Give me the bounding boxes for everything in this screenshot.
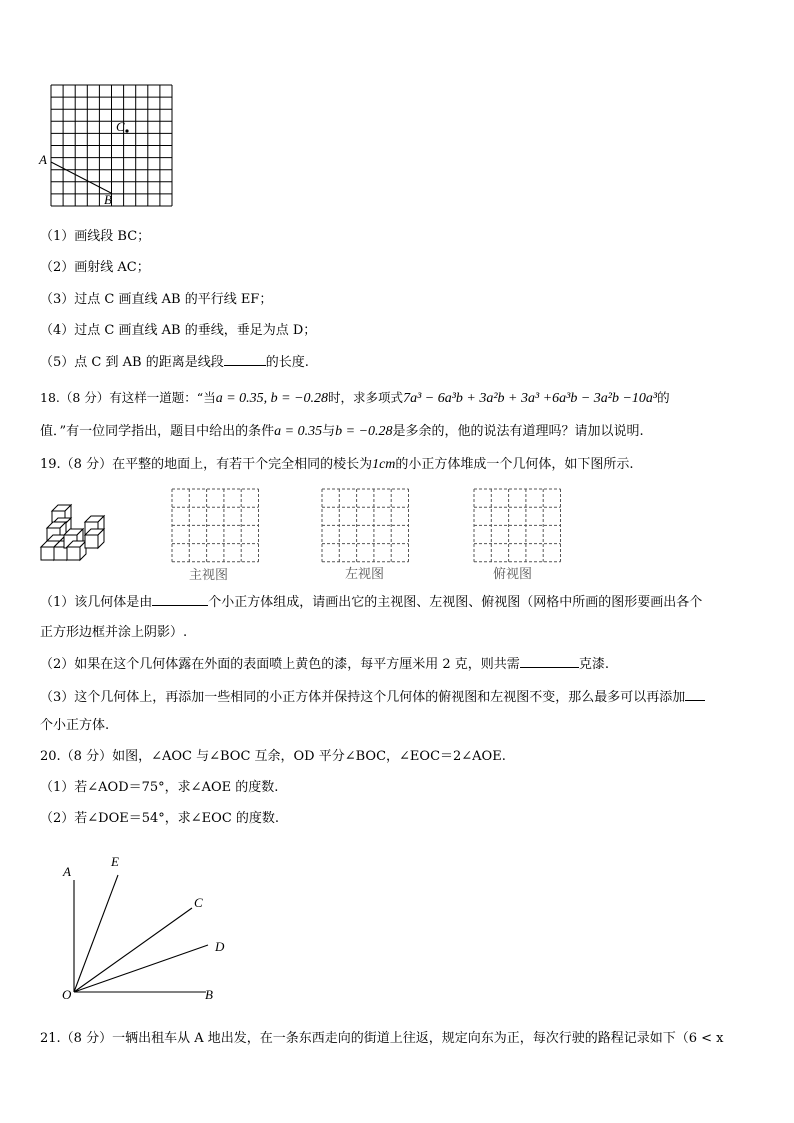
q19-part-2-text: （2）如果在这个几何体露在外面的表面喷上黄色的漆，每平方厘米用 2 克，则共需 [40, 657, 520, 672]
q18-conjunction: 与 [322, 424, 336, 439]
q20-stem: 20.（8 分）如图，∠AOC 与∠BOC 互余，OD 平分∠BOC，∠EOC＝2∠AOE. [40, 749, 506, 764]
q18-condition-a: a = 0.35 [274, 424, 323, 439]
q18-line-2 [40, 423, 644, 441]
answer-blank [152, 593, 208, 606]
point-c [125, 129, 128, 132]
answer-blank [520, 655, 579, 668]
q19-part-1 [40, 593, 702, 612]
q18-polynomial: 7a³ − 6a³b + 3a²b + 3a³ +6a³b − 3a²b −10a³ [403, 391, 658, 406]
q19-stem [40, 456, 634, 474]
answer-blank [224, 353, 266, 366]
q19-part-1-end: 个小正方体组成，请画出它的主视图、左视图、俯视图（网格中所画的图形要画出各个 [208, 595, 703, 610]
q18-line-2-text: 值．”有一位同学指出，题目中给出的条件 [40, 424, 275, 439]
ray-oe [74, 875, 118, 992]
q17-item-5-suffix: 的长度. [265, 355, 309, 370]
label-a: A [63, 864, 71, 879]
angle-figure [0, 850, 260, 1010]
q19-part-2 [40, 655, 609, 674]
q18-text-mid: 时，求多项式 [328, 390, 404, 405]
q17-item-1: （1）画线段 BC； [40, 229, 151, 244]
q18-text-end: 的 [657, 390, 670, 405]
caption-left-view: 左视图 [345, 567, 385, 582]
label-c: C [194, 895, 203, 910]
label-d: D [215, 939, 225, 954]
q19-part-1-text: （1）该几何体是由 [40, 595, 153, 610]
q20-part-1: （1）若∠AOD＝75°，求∠AOE 的度数. [40, 780, 279, 795]
q19-unit: 1cm [372, 457, 396, 472]
caption-top-view: 俯视图 [493, 567, 533, 582]
q17-item-5-text: （5）点 C 到 AB 的距离是线段 [40, 355, 224, 370]
label-o: O [62, 987, 72, 1002]
q20-part-2: （2）若∠DOE＝54°，求∠EOC 的度数. [40, 811, 280, 826]
q18-text: 18.（8 分）有这样一道题：“当 [40, 390, 216, 405]
q18-condition: a = 0.35, b = −0.28 [215, 391, 329, 406]
ray-od [74, 945, 208, 992]
q17-item-3: （3）过点 C 画直线 AB 的平行线 EF； [40, 292, 273, 307]
q21-stem: 21.（8 分）一辆出租车从 A 地出发，在一条东西走向的街道上往返，规定向东为正，每次行驶的路程记录如下（6 < x [40, 1031, 724, 1046]
label-e: E [111, 854, 119, 869]
q19-part-2-end: 克漆. [578, 657, 609, 672]
q19-stem-text: 19.（8 分）在平整的地面上，有若干个完全相同的棱长为 [40, 457, 373, 472]
segment-ab [51, 162, 111, 193]
ray-oc [74, 908, 192, 992]
view-grids [0, 485, 794, 565]
grid-svg [0, 0, 794, 230]
q19-part-3-text: （3）这个几何体上，再添加一些相同的小正方体并保持这个几何体的俯视图和左视图不变，那么最多可以再添加 [40, 690, 686, 705]
label-c: C [116, 119, 125, 134]
label-b: B [205, 987, 213, 1002]
q18-line-1 [40, 389, 670, 408]
q19-stem-end: 的小正方体堆成一个几何体，如下图所示. [395, 457, 634, 472]
q17-item-5 [40, 353, 309, 372]
q17-item-4: （4）过点 C 画直线 AB 的垂线，垂足为点 D； [40, 323, 317, 338]
answer-blank [685, 688, 705, 701]
q19-part-1-line-2: 正方形边框并涂上阴影）. [40, 625, 188, 640]
caption-front-view: 主视图 [189, 568, 229, 583]
label-a: A [39, 152, 47, 167]
q18-line-2-end: 是多余的，他的说法有道理吗？请加以说明. [392, 424, 644, 439]
q18-condition-b: b = −0.28 [335, 424, 393, 439]
q19-part-3-line-2: 个小正方体. [40, 718, 110, 733]
label-b: B [104, 192, 112, 207]
q17-item-2: （2）画射线 AC； [40, 260, 150, 275]
q19-part-3 [40, 688, 705, 707]
